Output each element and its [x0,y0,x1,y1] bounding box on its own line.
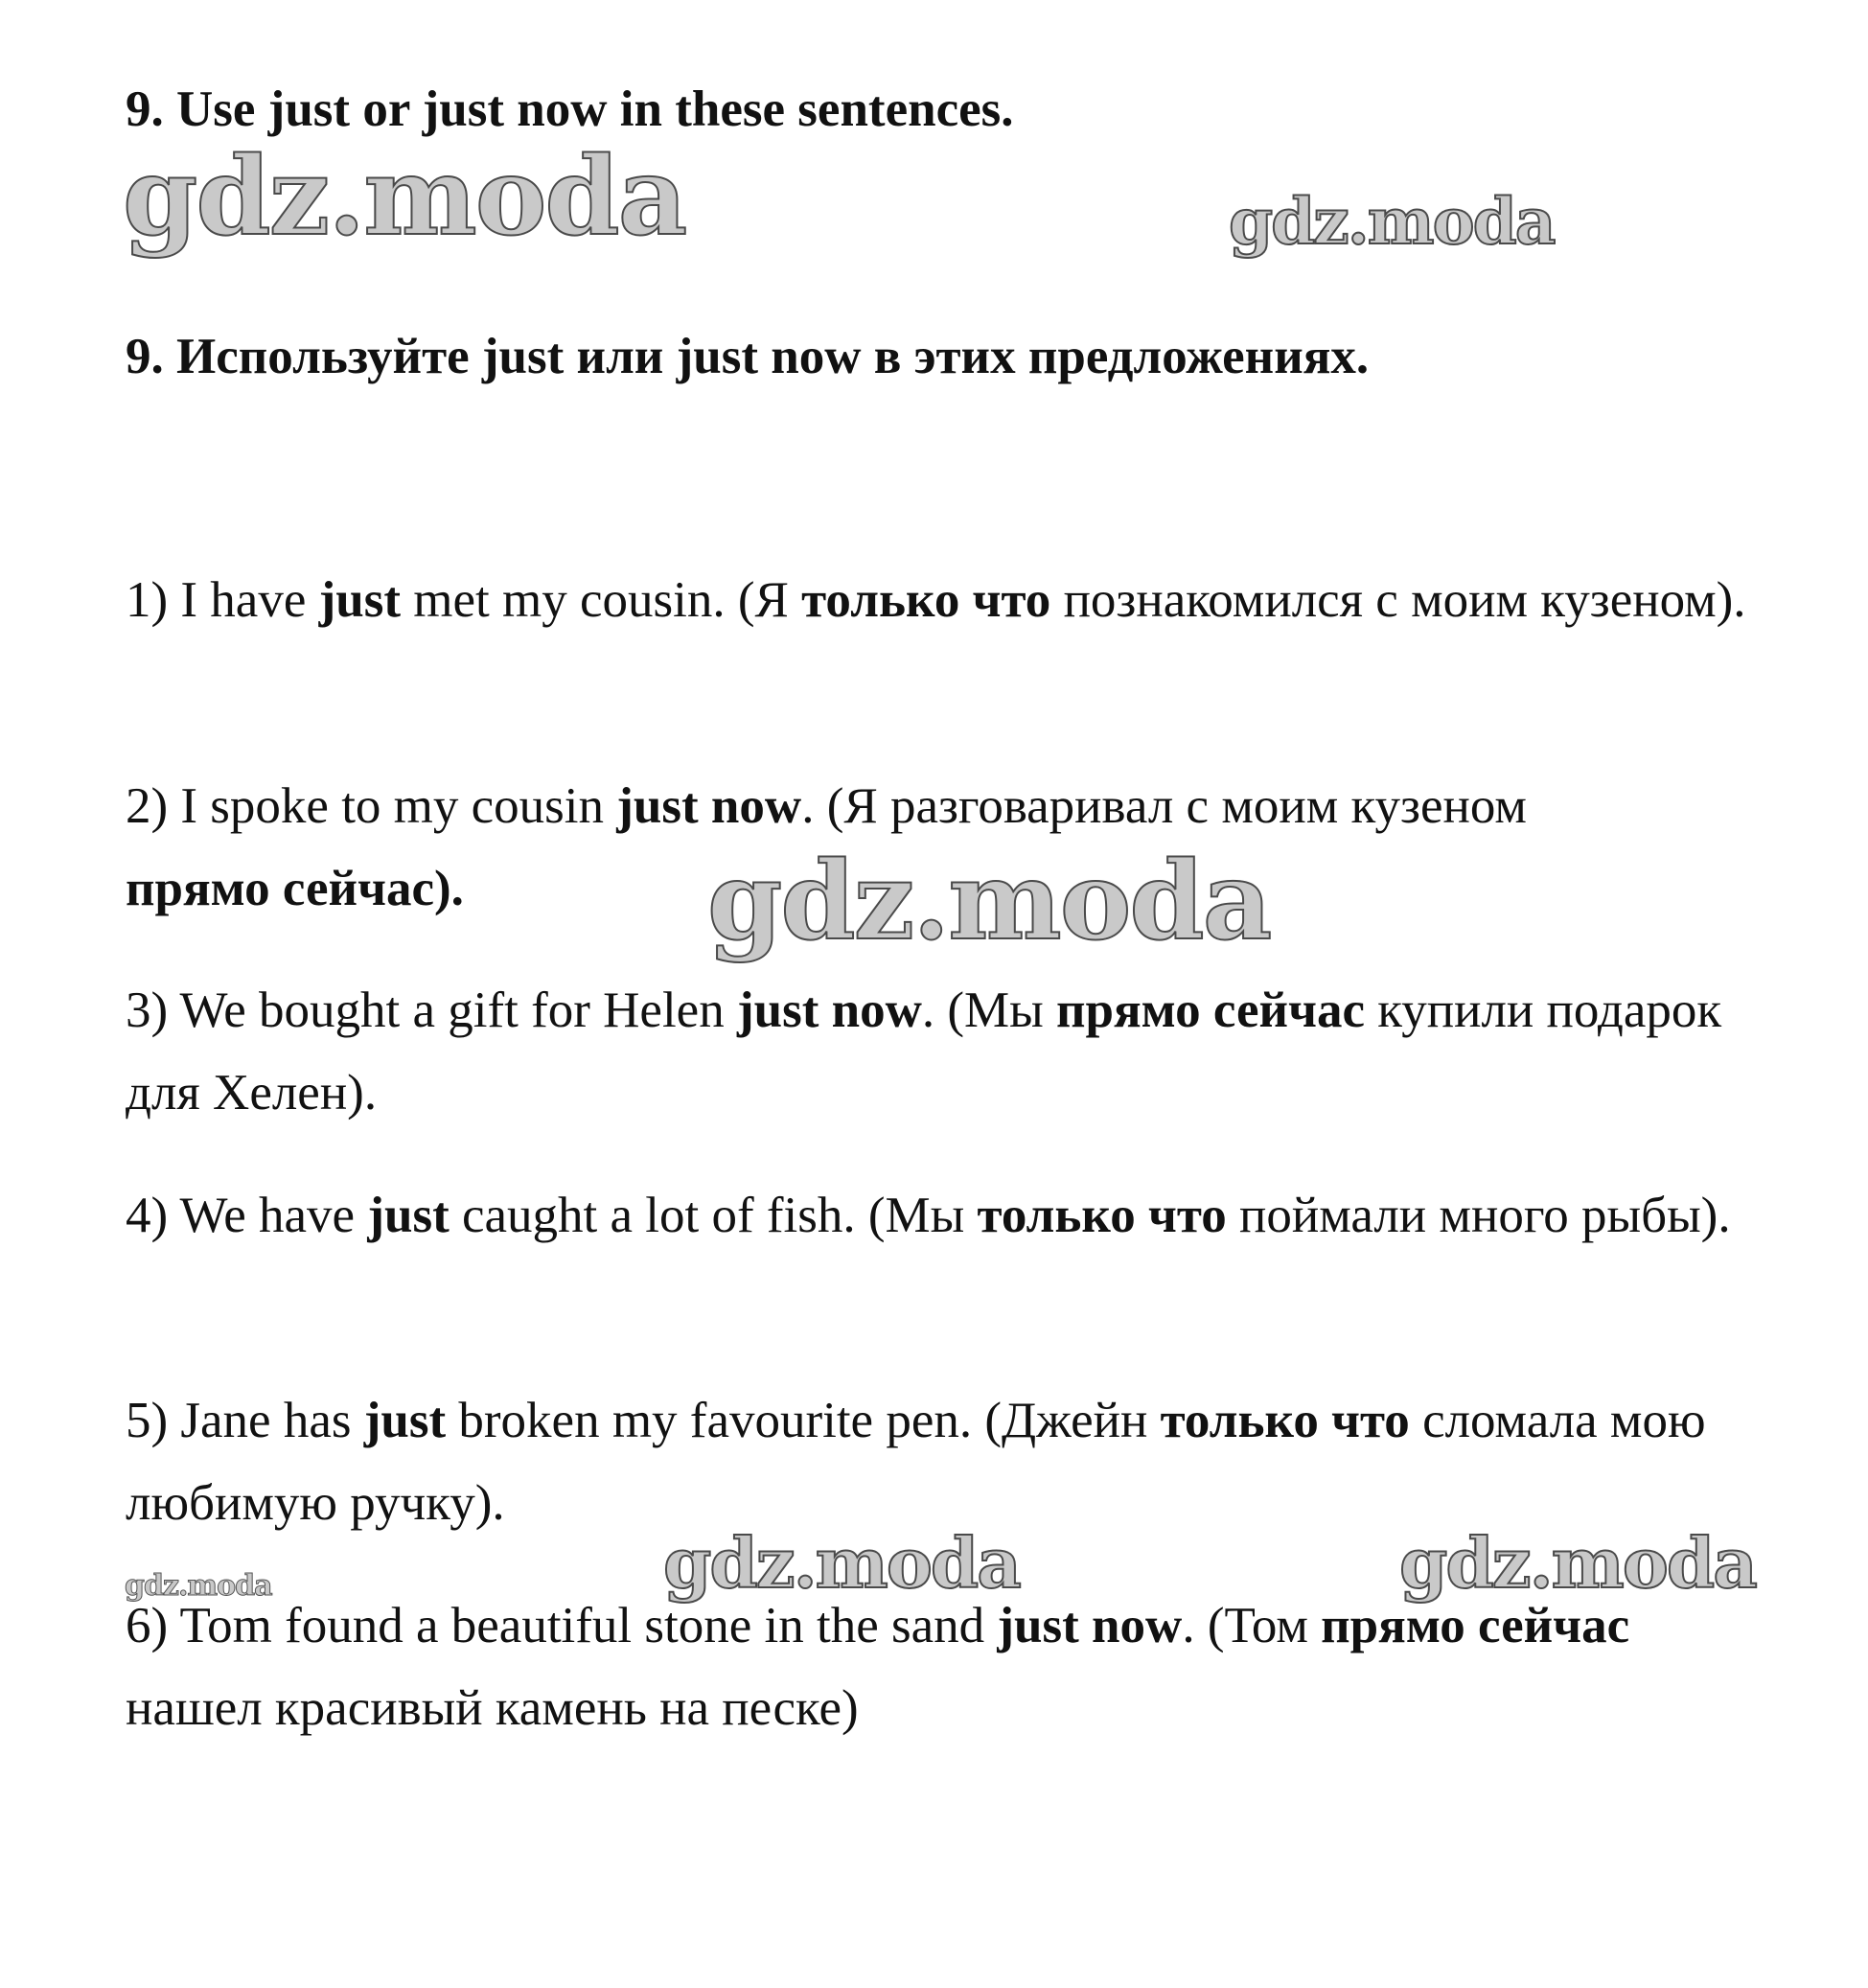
watermark-logo: gdz.moda [707,839,1271,964]
list-item [126,1174,1774,1257]
item-number: 6) [126,1598,180,1653]
item-text: . (Я разговаривал с моим кузеном [801,778,1527,834]
heading-russian: 9. Используйте just или just now в этих предложениях. [126,329,1370,384]
item-bold-translation: прямо сейчас [126,861,434,916]
item-text: . (Том [1182,1598,1322,1653]
item-text: ). [434,861,464,916]
item-bold-phrase: just now [997,1598,1183,1653]
item-bold-phrase: just [367,1188,450,1243]
item-text: купили подарок для Хелен). [126,982,1722,1121]
item-number: 5) [126,1393,181,1448]
watermark-logo: gdz.moda [125,1569,272,1603]
item-text: caught a lot of fish. (Мы [449,1188,978,1243]
item-text: Jane has [180,1393,364,1448]
watermark-logo: gdz.moda [1399,1522,1756,1604]
watermark-logo: gdz.moda [123,134,686,260]
item-bold-translation: только что [1160,1393,1410,1448]
item-text: met my cousin. (Я [401,572,802,628]
item-text: Tom found a beautiful stone in the sand [179,1598,998,1653]
item-bold-phrase: just [318,572,402,628]
watermark-logo: gdz.moda [1229,184,1555,259]
list-item [126,1379,1774,1544]
item-bold-phrase: just now [736,982,922,1038]
item-bold-translation: только что [977,1188,1227,1243]
item-bold-phrase: just now [616,778,802,834]
item-bold-translation: прямо сейчас [1321,1598,1630,1653]
list-item [126,969,1774,1134]
item-text: сломала мою любимую ручку). [126,1393,1706,1531]
watermark-logo: gdz.moda [663,1522,1020,1604]
item-text: поймали много рыбы). [1226,1188,1731,1243]
heading-english: 9. Use just or just now in these sentences. [126,81,1014,137]
item-number: 4) [126,1188,180,1243]
item-number: 2) [126,778,181,834]
item-text: broken my favourite pen. (Джейн [446,1393,1161,1448]
item-text: I have [180,572,319,628]
item-text: We have [179,1188,368,1243]
list-item [126,559,1774,641]
item-bold-translation: только что [801,572,1051,628]
item-text: нашел красивый камень на песке) [126,1680,859,1736]
item-text: I spoke to my cousin [180,778,617,834]
list-item [126,1584,1774,1749]
item-bold-translation: прямо сейчас [1056,982,1365,1038]
item-number: 1) [126,572,181,628]
item-bold-phrase: just [363,1393,447,1448]
item-text: познакомился с моим кузеном). [1050,572,1746,628]
item-number: 3) [126,982,180,1038]
item-text: We bought a gift for Helen [179,982,737,1038]
item-text: . (Мы [921,982,1056,1038]
